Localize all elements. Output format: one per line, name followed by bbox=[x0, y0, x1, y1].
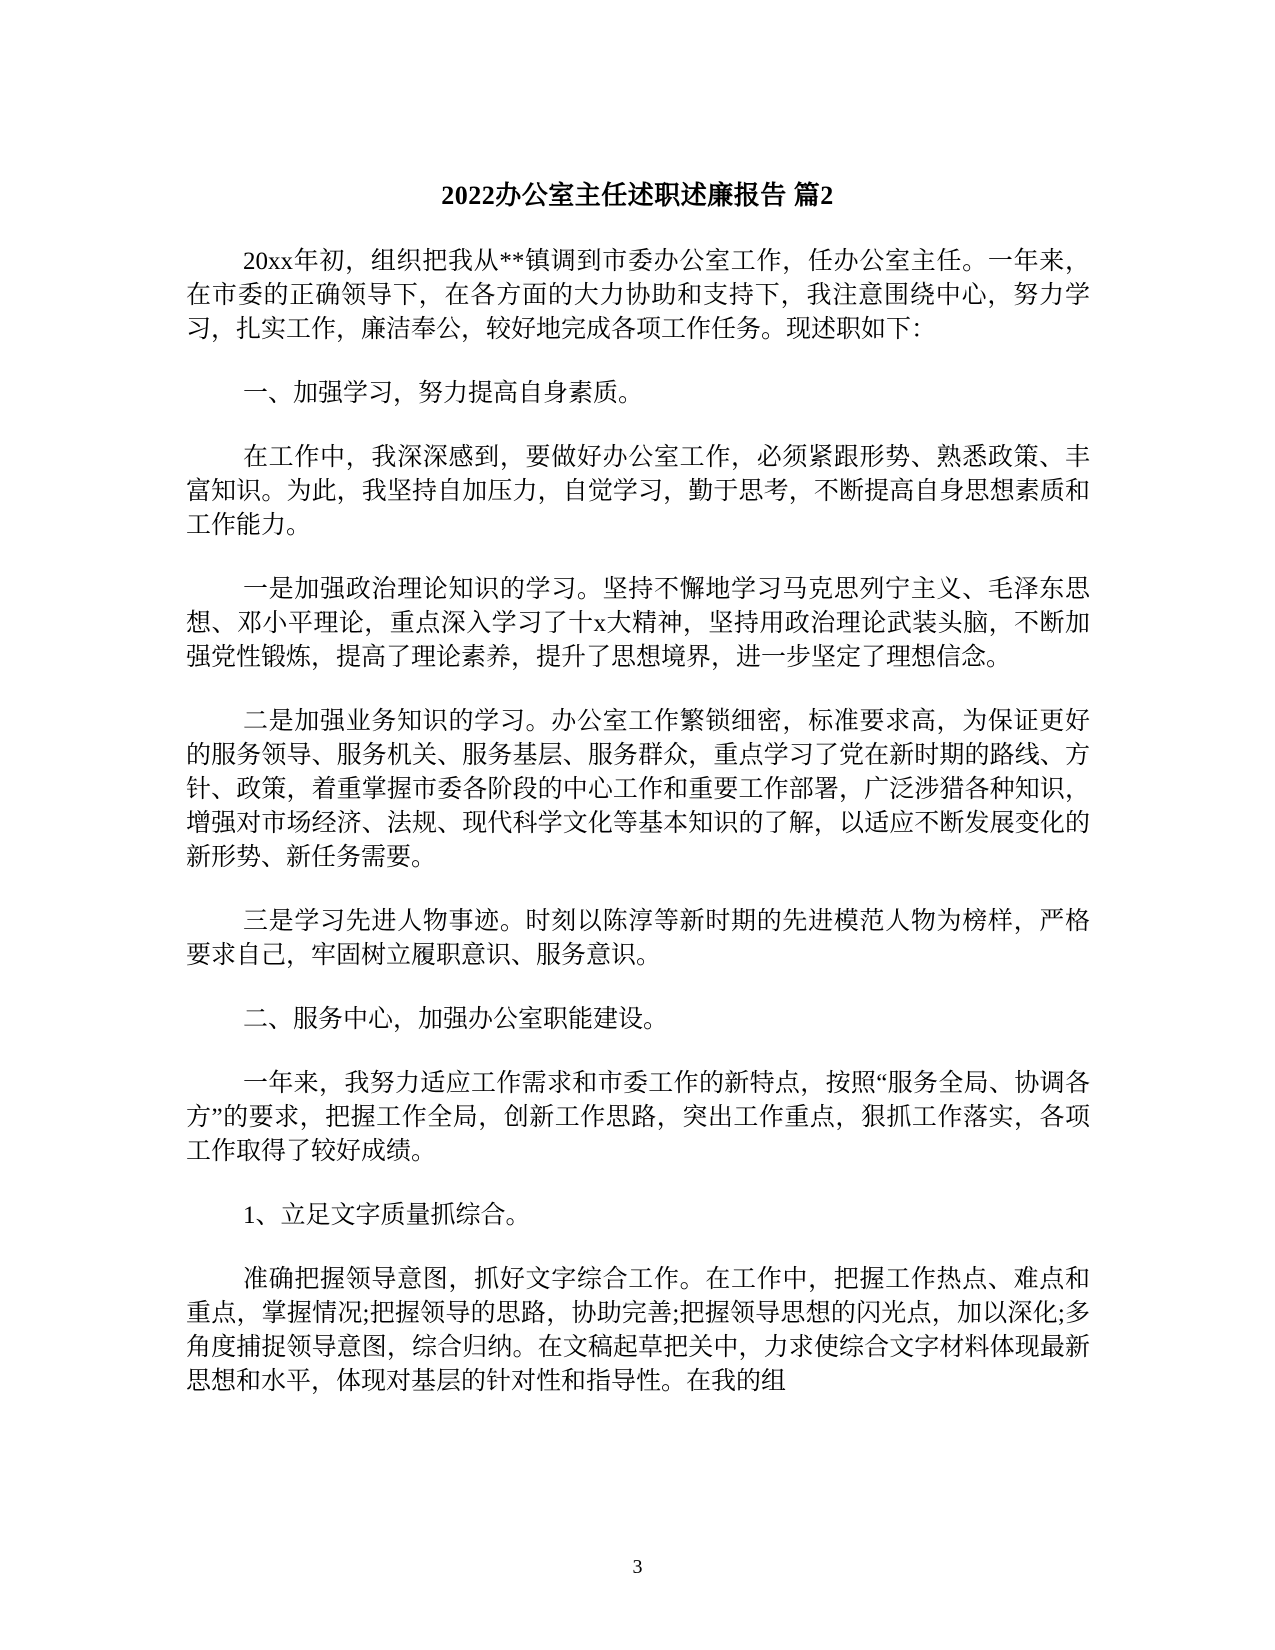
paragraph: 一年来，我努力适应工作需求和市委工作的新特点，按照“服务全局、协调各方”的要求，把握工作全局，创新工作思路，突出工作重点，狠抓工作落实，各项工作取得了较好成绩。 bbox=[186, 1070, 1090, 1165]
paragraph: 一是加强政治理论知识的学习。坚持不懈地学习马克思列宁主义、毛泽东思想、邓小平理论，重点深入学习了十x大精神，坚持用政治理论武装头脑，不断加强党性锻炼，提高了理论素养，提升了思想境界，进一步坚定了理想信念。 bbox=[186, 576, 1090, 671]
section-heading-1: 一、加强学习，努力提高自身素质。 bbox=[243, 380, 644, 407]
subsection-heading-1: 1、立足文字质量抓综合。 bbox=[243, 1202, 531, 1229]
paragraph: 在工作中，我深深感到，要做好办公室工作，必须紧跟形势、熟悉政策、丰富知识。为此，我坚持自加压力，自觉学习，勤于思考，不断提高自身思想素质和工作能力。 bbox=[186, 444, 1090, 539]
paragraph: 准确把握领导意图，抓好文字综合工作。在工作中，把握工作热点、难点和重点，掌握情况;把握领导的思路，协助完善;把握领导思想的闪光点，加以深化;多角度捕捉领导意图，综合归纳。在文稿起草把关中，力求使综合文字材料体现最新思想和水平，体现对基层的针对性和指导性。在我的组 bbox=[186, 1266, 1090, 1395]
paragraph-intro: 20xx年初，组织把我从**镇调到市委办公室工作，任办公室主任。一年来，在市委的正确领导下，在各方面的大力协助和支持下，我注意围绕中心，努力学习，扎实工作，廉洁奉公，较好地完成各项工作任务。现述职如下： bbox=[186, 248, 1090, 343]
document-title: 2022办公室主任述职述廉报告 篇2 bbox=[441, 181, 834, 210]
document-body bbox=[186, 245, 1090, 1429]
page-number: 3 bbox=[632, 1556, 643, 1578]
section-heading-2: 二、服务中心，加强办公室职能建设。 bbox=[243, 1006, 669, 1033]
paragraph: 二是加强业务知识的学习。办公室工作繁锁细密，标准要求高，为保证更好的服务领导、服务机关、服务基层、服务群众，重点学习了党在新时期的路线、方针、政策，着重掌握市委各阶段的中心工作和重要工作部署，广泛涉猎各种知识，增强对市场经济、法规、现代科学文化等基本知识的了解，以适应不断发展变化的新形势、新任务需要。 bbox=[186, 708, 1090, 871]
paragraph: 三是学习先进人物事迹。时刻以陈淳等新时期的先进模范人物为榜样，严格要求自己，牢固树立履职意识、服务意识。 bbox=[186, 908, 1090, 969]
